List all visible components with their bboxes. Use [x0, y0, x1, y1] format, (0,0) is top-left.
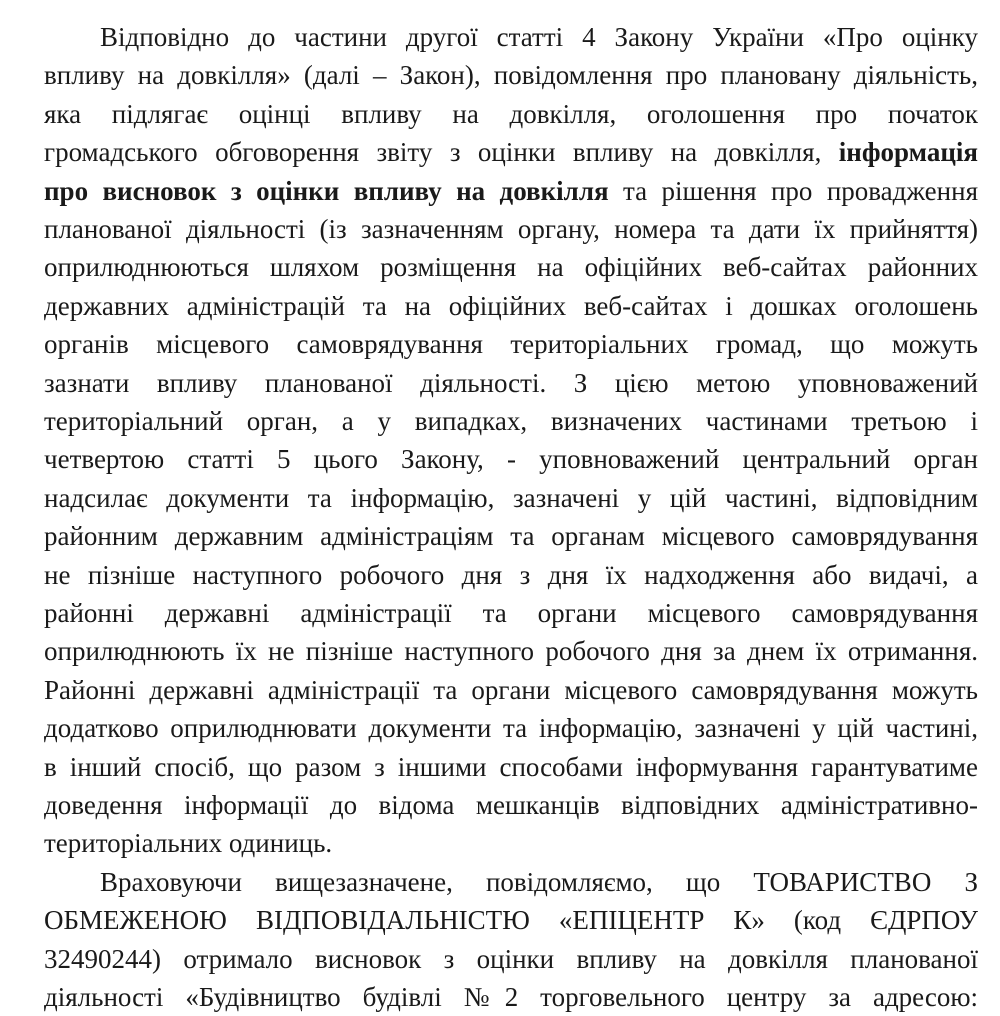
text-line: [44, 786, 978, 824]
text-segment: районним державним адміністраціям та органам місцевого самоврядування: [44, 521, 978, 552]
text-segment: доведення інформації до відома мешканців відповідних адміністративно-: [44, 790, 978, 820]
text-line: [44, 748, 978, 786]
text-segment: Відповідно до частини другої статті 4 Закону України «Про оцінку: [100, 22, 978, 52]
text-segment: яка підлягає оцінці впливу на довкілля, оголошення про початок: [44, 98, 978, 129]
text-line: [44, 671, 978, 709]
text-line: [100, 863, 978, 901]
text-line: [44, 248, 978, 286]
text-segment: ОБМЕЖЕНОЮ ВІДПОВІДАЛЬНІСТЮ «ЕПІЦЕНТР К» (код ЄДРПОУ: [44, 905, 978, 936]
text-line: [44, 287, 978, 325]
text-segment: оприлюднюються шляхом розміщення на офіційних веб-сайтах районних: [44, 252, 978, 283]
text-line: [44, 940, 978, 978]
text-line: [44, 978, 978, 1016]
text-segment: планованої діяльності (із зазначенням органу, номера та дати їх прийняття): [44, 214, 978, 244]
text-segment: впливу на довкілля» (далі – Закон), повідомлення про плановану діяльність,: [44, 60, 978, 91]
text-segment: 32490244) отримало висновок з оцінки впливу на довкілля планованої: [44, 943, 978, 974]
text-segment: додатково оприлюднювати документи та інформацію, зазначені у цій частині,: [44, 713, 978, 744]
text-segment: діяльності «Будівництво будівлі №2 торговельного центру за адресою:: [44, 982, 978, 1012]
text-line: [44, 56, 978, 94]
text-segment: четвертою статті 5 цього Закону, - уповноважений центральний орган: [44, 444, 978, 475]
text-line: [44, 709, 978, 747]
text-line: [44, 440, 978, 478]
text-segment: зазнати впливу планованої діяльності. З цією метою уповноважений: [44, 367, 978, 398]
text-line: [44, 901, 978, 939]
text-segment: надсилає документи та інформацію, зазначені у цій частині, відповідним: [44, 482, 978, 513]
text-line: [44, 632, 978, 670]
text-line: [44, 556, 978, 594]
text-line: [44, 133, 978, 171]
text-segment: в інший спосіб, що разом з іншими способами інформування гарантуватиме: [44, 751, 978, 782]
bold-text: інформація: [838, 137, 978, 168]
text-line: [44, 824, 978, 862]
text-line: [100, 18, 978, 56]
text-segment: Враховуючи вищезазначене, повідомляємо, що ТОВАРИСТВО З: [100, 866, 978, 897]
text-segment: не пізніше наступного робочого дня з дня їх надходження або видачі, а: [44, 559, 978, 590]
text-segment: районні державні адміністрації та органи місцевого самоврядування: [44, 598, 978, 628]
text-segment: органів місцевого самоврядування територіальних громад, що можуть: [44, 329, 978, 360]
text-line: [44, 517, 978, 555]
text-line: [44, 479, 978, 517]
text-line: [44, 95, 978, 133]
text-segment: територіальний орган, а у випадках, визначених частинами третьою і: [44, 406, 978, 436]
text-segment: державних адміністрацій та на офіційних веб-сайтах і дошках оголошень: [44, 290, 978, 321]
text-line: [44, 325, 978, 363]
text-line: [44, 402, 978, 440]
text-line: [44, 594, 978, 632]
text-line: [44, 364, 978, 402]
text-segment: оприлюднюють їх не пізніше наступного робочого дня за днем їх отримання.: [44, 636, 978, 667]
text-segment: територіальних одиниць.: [44, 828, 333, 859]
text-line: [44, 172, 978, 210]
text-segment: Районні державні адміністрації та органи місцевого самоврядування можуть: [44, 674, 978, 705]
text-line: [44, 210, 978, 248]
text-segment: громадського обговорення звіту з оцінки впливу на довкілля,: [44, 137, 839, 168]
text-segment: та рішення про провадження: [608, 175, 978, 206]
bold-text: про висновок з оцінки впливу на довкілля: [44, 175, 609, 206]
